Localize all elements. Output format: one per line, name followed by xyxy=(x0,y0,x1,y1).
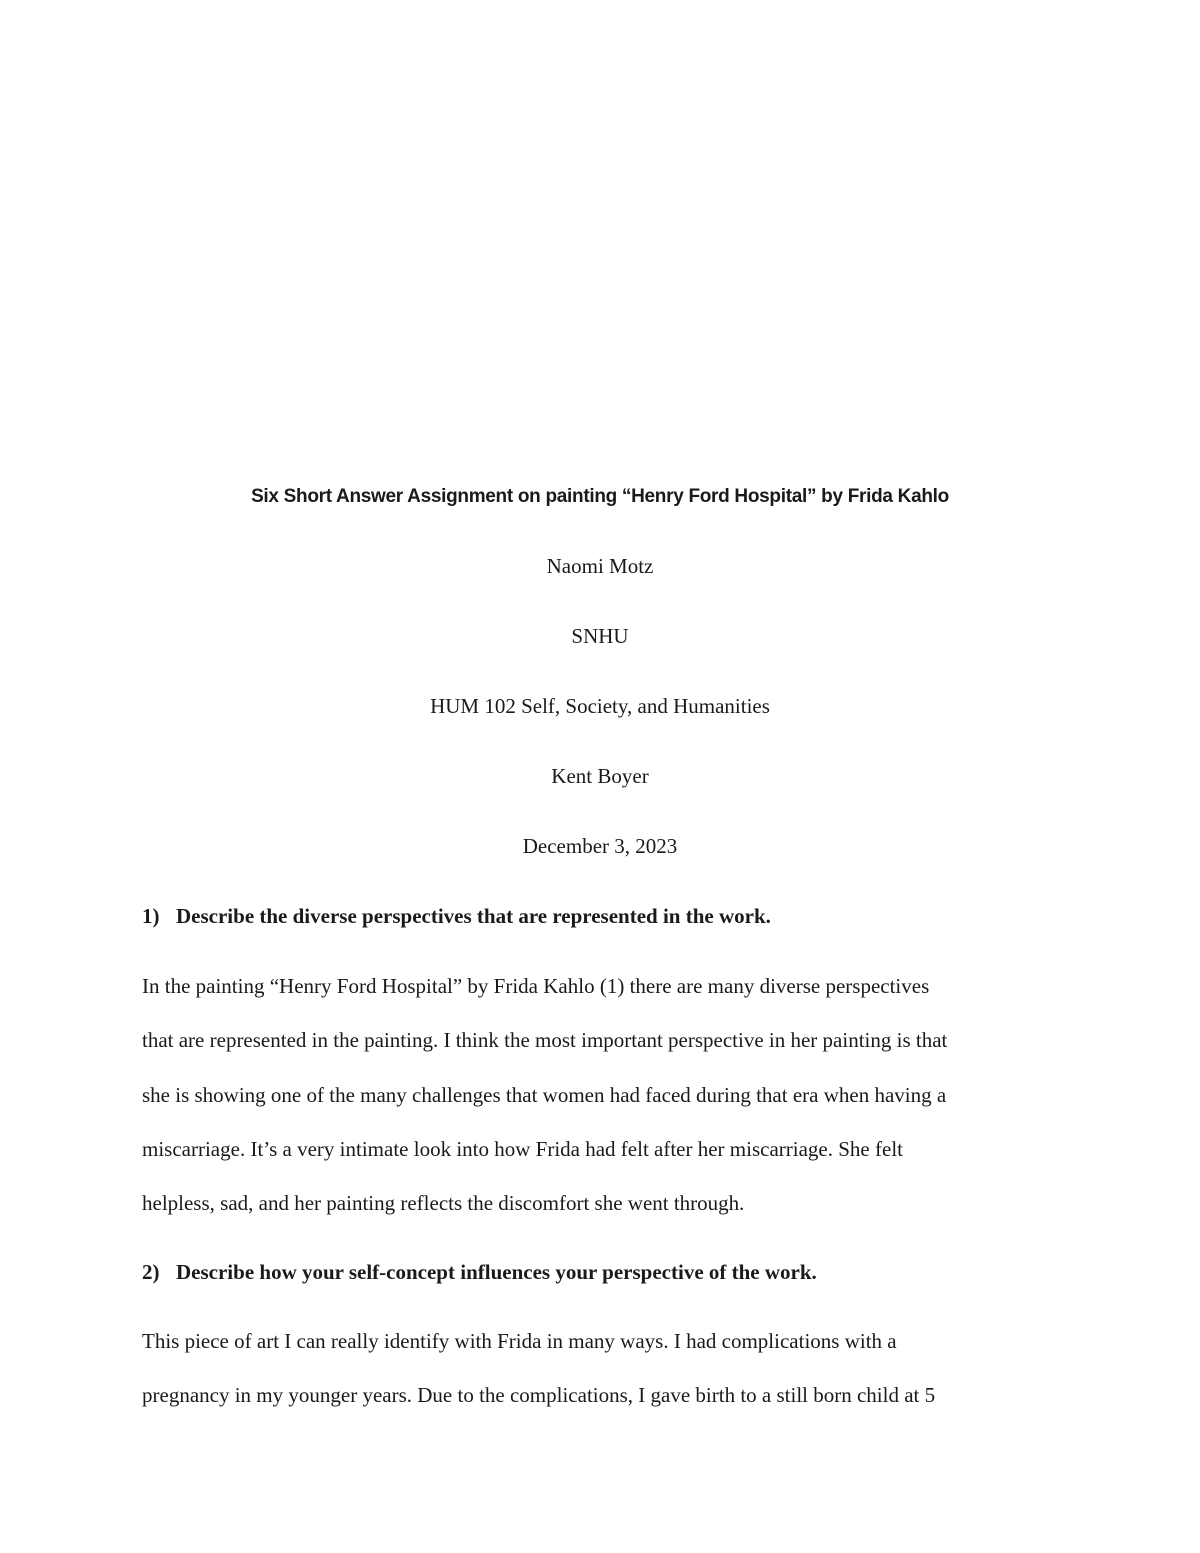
question-1-answer xyxy=(142,972,1062,1243)
answer-line: This piece of art I can really identify with Frida in many ways. I had complications with a xyxy=(142,1329,897,1353)
submission-date: December 3, 2023 xyxy=(522,834,678,858)
institution-name: SNHU xyxy=(571,624,629,648)
instructor-name: Kent Boyer xyxy=(551,764,649,788)
answer-line: miscarriage. It’s a very intimate look into how Frida had felt after her miscarriage. She felt xyxy=(142,1136,903,1161)
course-name: HUM 102 Self, Society, and Humanities xyxy=(430,694,770,718)
answer-line: she is showing one of the many challenges that women had faced during that era when having a xyxy=(142,1082,947,1107)
answer-line: helpless, sad, and her painting reflects the discomfort she went through. xyxy=(142,1191,745,1216)
question-2-answer xyxy=(142,1327,1062,1436)
question-2-prompt: Describe how your self-concept influences your perspective of the work. xyxy=(176,1260,817,1284)
question-1-number: 1) xyxy=(142,904,160,928)
question-1-heading xyxy=(142,902,771,930)
answer-line: pregnancy in my younger years. Due to the complications, I gave birth to a still born child at 5 xyxy=(142,1383,936,1408)
document-title: Six Short Answer Assignment on painting “Henry Ford Hospital” by Frida Kahlo xyxy=(251,486,949,507)
question-2-heading xyxy=(142,1258,817,1286)
answer-line: In the painting “Henry Ford Hospital” by Frida Kahlo (1) there are many diverse perspectives xyxy=(142,974,930,998)
question-1-prompt: Describe the diverse perspectives that are represented in the work. xyxy=(176,904,771,928)
answer-line: that are represented in the painting. I think the most important perspective in her painting is that xyxy=(142,1028,948,1053)
question-2-number: 2) xyxy=(142,1260,160,1284)
author-name: Naomi Motz xyxy=(546,554,654,578)
